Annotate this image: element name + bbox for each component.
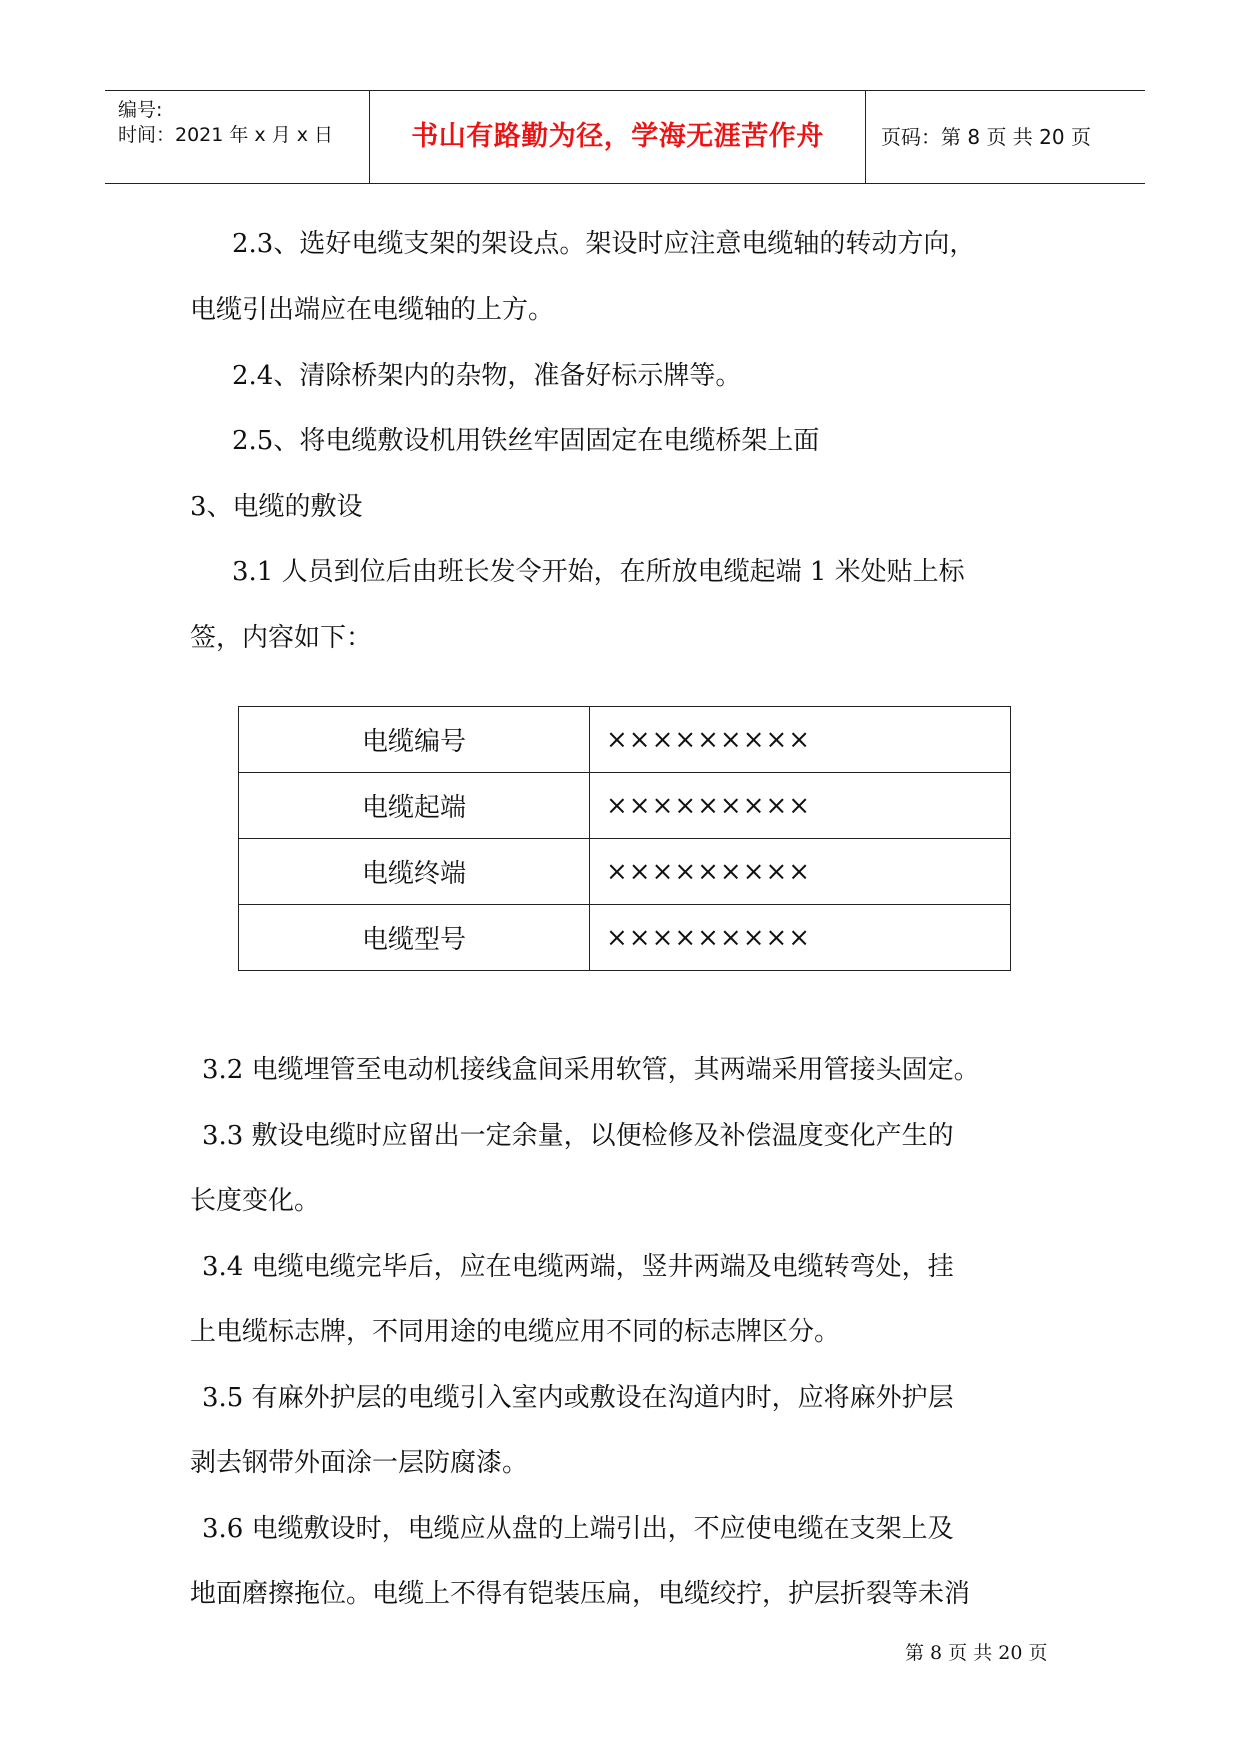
paragraph: 2.5、将电缆敷设机用铁丝牢固固定在电缆桥架上面 <box>232 426 820 456</box>
paragraph: 3.4 电缆电缆完毕后，应在电缆两端，竖井两端及电缆转弯处，挂 <box>202 1252 954 1282</box>
table-cell-value: ××××××××× <box>590 839 1011 905</box>
table-cell-key: 电缆型号 <box>239 905 590 971</box>
table-cell-value: ××××××××× <box>590 773 1011 839</box>
paragraph: 地面磨擦拖位。电缆上不得有铠装压扁，电缆绞拧，护层折裂等未消 <box>190 1579 971 1609</box>
paragraph: 长度变化。 <box>190 1186 321 1216</box>
paragraph: 2.3、选好电缆支架的架设点。架设时应注意电缆轴的转动方向， <box>232 229 976 259</box>
paragraph: 3.2 电缆埋管至电动机接线盒间采用软管，其两端采用管接头固定。 <box>202 1055 980 1085</box>
paragraph: 3.5 有麻外护层的电缆引入室内或敷设在沟道内时，应将麻外护层 <box>202 1383 954 1413</box>
paragraph: 3.1 人员到位后由班长发令开始，在所放电缆起端 1 米处贴上标 <box>232 557 965 587</box>
header-page-label: 页码：第 8 页 共 20 页 <box>881 125 1091 149</box>
table-row <box>239 839 1011 905</box>
table-cell-value: ××××××××× <box>590 905 1011 971</box>
page-footer: 第 8 页 共 20 页 <box>905 1642 1048 1664</box>
table-cell-key: 电缆起端 <box>239 773 590 839</box>
paragraph: 签，内容如下： <box>190 623 373 653</box>
header-meta <box>105 91 370 183</box>
number-label: 编号: <box>118 99 163 121</box>
table-row <box>239 905 1011 971</box>
paragraph: 剥去钢带外面涂一层防腐漆。 <box>190 1448 529 1478</box>
paragraph: 2.4、清除桥架内的杂物，准备好标示牌等。 <box>232 361 742 391</box>
section-heading: 3、电缆的敷设 <box>190 492 363 522</box>
cable-label-table <box>238 706 1011 971</box>
header-motto: 书山有路勤为径，学海无涯苦作舟 <box>370 91 866 183</box>
paragraph: 3.3 敷设电缆时应留出一定余量，以便检修及补偿温度变化产生的 <box>202 1121 954 1151</box>
table-cell-key: 电缆编号 <box>239 707 590 773</box>
table-cell-key: 电缆终端 <box>239 839 590 905</box>
paragraph: 上电缆标志牌，不同用途的电缆应用不同的标志牌区分。 <box>190 1317 841 1347</box>
paragraph: 3.6 电缆敷设时，电缆应从盘的上端引出，不应使电缆在支架上及 <box>202 1514 954 1544</box>
time-label: 时间：2021 年 x 月 x 日 <box>118 124 334 146</box>
table-cell-value: ××××××××× <box>590 707 1011 773</box>
paragraph: 电缆引出端应在电缆轴的上方。 <box>190 295 555 325</box>
page-header <box>105 90 1145 184</box>
table-row <box>239 707 1011 773</box>
table-row <box>239 773 1011 839</box>
